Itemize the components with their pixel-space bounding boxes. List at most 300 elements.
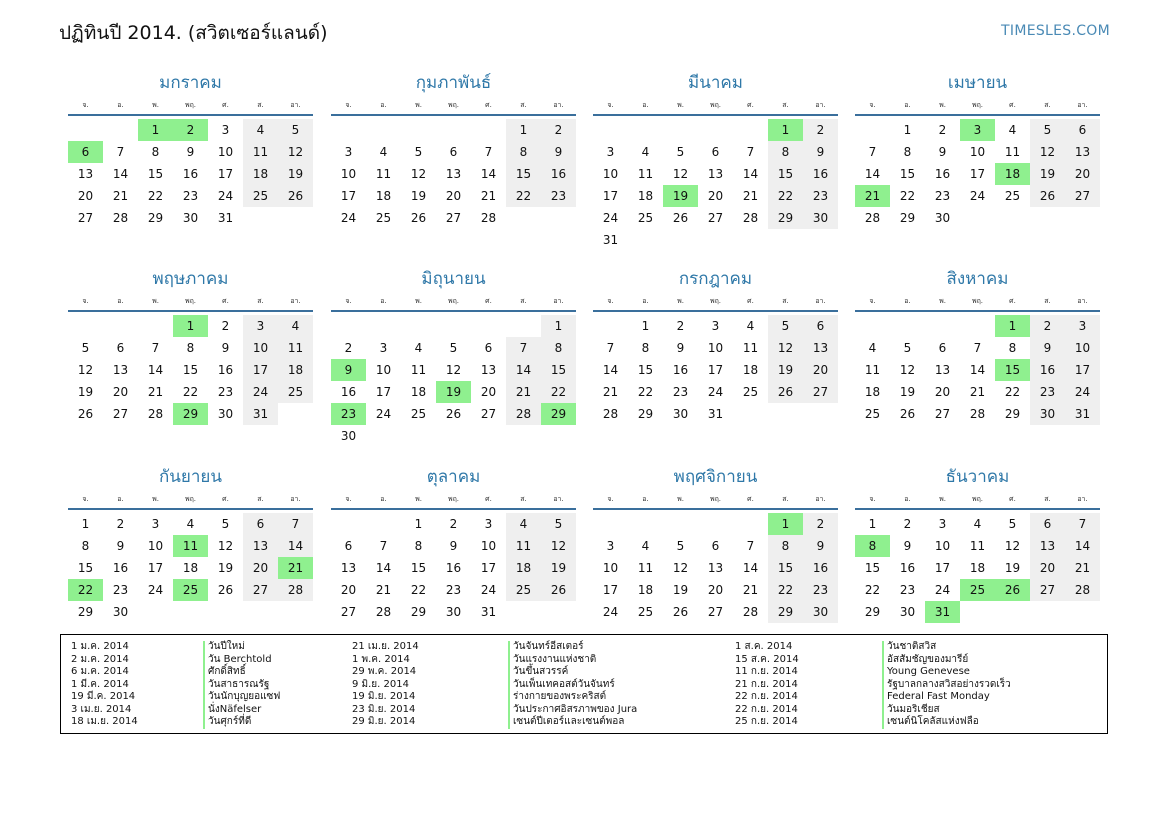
day-cell: 9 xyxy=(676,341,685,355)
day-cell: 23 xyxy=(672,385,689,399)
day-cell: 13 xyxy=(112,363,129,377)
day-cell: 9 xyxy=(221,341,230,355)
day-cell: 15 xyxy=(506,163,541,185)
weekday-header xyxy=(855,292,1100,312)
day-cell: 13 xyxy=(803,337,838,359)
empty-cell xyxy=(628,119,663,141)
day-cell: 24 xyxy=(707,385,724,399)
day-cell: 27 xyxy=(1065,185,1100,207)
day-cell: 17 xyxy=(602,583,619,597)
holiday-date: 3 เม.ย. 2014 xyxy=(71,703,132,715)
day-cell: 7 xyxy=(506,337,541,359)
weekday-label: ส. xyxy=(520,297,527,305)
day-cell: 17 xyxy=(934,561,951,575)
day-cell: 15 xyxy=(899,167,916,181)
empty-cell xyxy=(890,315,925,337)
empty-cell xyxy=(593,513,628,535)
month-2 xyxy=(331,70,576,229)
day-cell: 5 xyxy=(768,315,803,337)
holiday-date: 19 มี.ค. 2014 xyxy=(71,691,136,702)
month-name: กันยายน xyxy=(158,467,222,487)
day-cell: 9 xyxy=(186,145,195,159)
holiday-date: 22 ก.ย. 2014 xyxy=(735,703,798,715)
day-cell: 25 xyxy=(410,407,427,421)
day-cell: 9 xyxy=(449,539,458,553)
site-link[interactable]: TIMESLES.COM xyxy=(1001,23,1110,39)
day-cell: 11 xyxy=(410,363,427,377)
holiday-day-cell: 19 xyxy=(663,185,698,207)
weekday-label: อา. xyxy=(290,297,301,305)
day-cell: 2 xyxy=(221,319,230,333)
weekday-label: พ. xyxy=(677,495,684,503)
day-cell: 23 xyxy=(112,583,129,597)
weekday-label: จ. xyxy=(607,495,614,503)
day-cell: 22 xyxy=(147,189,164,203)
day-cell: 7 xyxy=(379,539,388,553)
day-grid xyxy=(331,315,576,447)
weekday-label: พฤ. xyxy=(184,495,197,503)
day-cell: 22 xyxy=(637,385,654,399)
empty-cell xyxy=(593,119,628,141)
holiday-day-cell: 6 xyxy=(68,141,103,163)
weekday-label: พฤ. xyxy=(709,297,722,305)
day-cell: 12 xyxy=(672,561,689,575)
day-cell: 12 xyxy=(445,363,462,377)
holiday-name: เซนต์นิโคลัสแห่งฟลือ xyxy=(882,716,1011,729)
day-cell: 30 xyxy=(182,211,199,225)
holiday-day-cell: 1 xyxy=(138,119,173,141)
day-cell: 19 xyxy=(899,385,916,399)
day-cell: 19 xyxy=(217,561,234,575)
day-cell: 26 xyxy=(217,583,234,597)
weekday-label: ส. xyxy=(257,495,264,503)
holiday-date: 6 ม.ค. 2014 xyxy=(71,666,129,677)
day-cell: 28 xyxy=(1065,579,1100,601)
day-cell: 26 xyxy=(278,185,313,207)
holiday-day-cell: 3 xyxy=(960,119,995,141)
day-cell: 20 xyxy=(445,189,462,203)
month-name: พฤษภาคม xyxy=(152,269,229,289)
day-cell: 28 xyxy=(864,211,881,225)
day-cell: 17 xyxy=(602,189,619,203)
weekday-label: พ. xyxy=(152,297,159,305)
weekday-label: พฤ. xyxy=(709,495,722,503)
day-cell: 26 xyxy=(672,211,689,225)
weekday-header xyxy=(68,96,313,116)
day-cell: 25 xyxy=(742,385,759,399)
day-cell: 6 xyxy=(711,145,720,159)
day-cell: 29 xyxy=(864,605,881,619)
empty-cell xyxy=(960,315,995,337)
day-cell: 14 xyxy=(1065,535,1100,557)
empty-cell xyxy=(366,513,401,535)
day-cell: 18 xyxy=(243,163,278,185)
day-cell: 11 xyxy=(278,337,313,359)
empty-cell xyxy=(593,315,628,337)
day-cell: 13 xyxy=(1030,535,1065,557)
day-cell: 4 xyxy=(414,341,423,355)
weekday-label: พ. xyxy=(415,101,422,109)
day-cell: 5 xyxy=(81,341,90,355)
day-cell: 7 xyxy=(151,341,160,355)
holiday-day-cell: 25 xyxy=(960,579,995,601)
day-cell: 2 xyxy=(1030,315,1065,337)
weekday-label: อ. xyxy=(904,101,911,109)
holiday-day-cell: 19 xyxy=(436,381,471,403)
holiday-day-cell: 15 xyxy=(995,359,1030,381)
day-cell: 16 xyxy=(803,163,838,185)
day-cell: 20 xyxy=(480,385,497,399)
day-cell: 1 xyxy=(903,123,912,137)
day-grid xyxy=(68,119,313,229)
day-cell: 29 xyxy=(637,407,654,421)
day-cell: 19 xyxy=(1004,561,1021,575)
day-cell: 26 xyxy=(445,407,462,421)
day-cell: 20 xyxy=(77,189,94,203)
weekday-header xyxy=(68,490,313,510)
day-cell: 10 xyxy=(375,363,392,377)
day-cell: 26 xyxy=(899,407,916,421)
day-grid xyxy=(331,513,576,623)
weekday-label: จ. xyxy=(82,297,89,305)
day-cell: 20 xyxy=(803,359,838,381)
weekday-label: ศ. xyxy=(485,495,492,503)
day-cell: 10 xyxy=(934,539,951,553)
weekday-header xyxy=(331,96,576,116)
day-cell: 20 xyxy=(707,583,724,597)
day-cell: 3 xyxy=(938,517,947,531)
empty-cell xyxy=(471,119,506,141)
empty-cell xyxy=(506,315,541,337)
day-cell: 15 xyxy=(541,359,576,381)
day-cell: 18 xyxy=(637,189,654,203)
holiday-date: 1 ส.ค. 2014 xyxy=(735,641,793,652)
weekday-label: พ. xyxy=(939,495,946,503)
day-cell: 2 xyxy=(903,517,912,531)
month-10 xyxy=(331,464,576,623)
day-cell: 24 xyxy=(1065,381,1100,403)
weekday-label: ส. xyxy=(257,101,264,109)
day-cell: 16 xyxy=(182,167,199,181)
day-cell: 19 xyxy=(278,163,313,185)
day-cell: 2 xyxy=(344,341,353,355)
day-cell: 4 xyxy=(641,539,650,553)
day-cell: 15 xyxy=(77,561,94,575)
day-cell: 11 xyxy=(864,363,881,377)
weekday-label: จ. xyxy=(345,495,352,503)
day-cell: 5 xyxy=(449,341,458,355)
day-cell: 10 xyxy=(340,167,357,181)
day-cell: 14 xyxy=(602,363,619,377)
day-cell: 5 xyxy=(676,145,685,159)
day-cell: 6 xyxy=(1065,119,1100,141)
day-cell: 20 xyxy=(934,385,951,399)
day-cell: 30 xyxy=(672,407,689,421)
day-cell: 17 xyxy=(707,363,724,377)
day-cell: 11 xyxy=(506,535,541,557)
empty-cell xyxy=(855,119,890,141)
month-name: กุมภาพันธ์ xyxy=(415,73,492,93)
holiday-list xyxy=(60,634,1108,734)
holiday-dates-col-2 xyxy=(352,641,419,729)
day-cell: 18 xyxy=(637,583,654,597)
holiday-name: นั่งNäfelser xyxy=(203,704,280,717)
empty-cell xyxy=(103,315,138,337)
day-cell: 28 xyxy=(147,407,164,421)
holiday-date: 29 พ.ค. 2014 xyxy=(352,666,417,677)
day-cell: 14 xyxy=(112,167,129,181)
day-cell: 16 xyxy=(112,561,129,575)
day-cell: 9 xyxy=(903,539,912,553)
day-cell: 20 xyxy=(243,557,278,579)
day-cell: 20 xyxy=(707,189,724,203)
day-cell: 3 xyxy=(711,319,720,333)
day-cell: 8 xyxy=(768,141,803,163)
weekday-header xyxy=(331,490,576,510)
holiday-day-cell: 21 xyxy=(855,185,890,207)
day-cell: 23 xyxy=(803,579,838,601)
day-cell: 8 xyxy=(541,337,576,359)
weekday-label: จ. xyxy=(82,101,89,109)
day-cell: 22 xyxy=(1004,385,1021,399)
weekday-label: พฤ. xyxy=(447,495,460,503)
day-cell: 7 xyxy=(746,539,755,553)
month-name: กรกฎาคม xyxy=(678,269,753,289)
day-cell: 19 xyxy=(77,385,94,399)
day-cell: 21 xyxy=(375,583,392,597)
holiday-date: 11 ก.ย. 2014 xyxy=(735,666,798,677)
weekday-label: อา. xyxy=(1077,101,1088,109)
day-cell: 12 xyxy=(541,535,576,557)
day-cell: 3 xyxy=(221,123,230,137)
weekday-label: พฤ. xyxy=(709,101,722,109)
weekday-label: พ. xyxy=(415,495,422,503)
day-cell: 26 xyxy=(410,211,427,225)
day-cell: 27 xyxy=(243,579,278,601)
day-cell: 28 xyxy=(375,605,392,619)
day-cell: 7 xyxy=(868,145,877,159)
day-cell: 9 xyxy=(803,535,838,557)
holiday-name: รัฐบาลกลางสวิสอย่างรวดเร็ว xyxy=(882,679,1011,692)
day-cell: 22 xyxy=(541,381,576,403)
day-cell: 31 xyxy=(602,233,619,247)
day-cell: 23 xyxy=(1030,381,1065,403)
day-cell: 20 xyxy=(112,385,129,399)
day-cell: 14 xyxy=(742,561,759,575)
month-name: เมษายน xyxy=(947,73,1008,93)
weekday-label: อ. xyxy=(380,101,387,109)
day-cell: 16 xyxy=(672,363,689,377)
day-cell: 23 xyxy=(217,385,234,399)
day-cell: 31 xyxy=(707,407,724,421)
month-name: มีนาคม xyxy=(688,73,743,93)
day-cell: 27 xyxy=(480,407,497,421)
day-cell: 31 xyxy=(480,605,497,619)
day-cell: 27 xyxy=(707,211,724,225)
month-4 xyxy=(855,70,1100,229)
holiday-name: ร่างกายของพระคริสต์ xyxy=(508,691,637,704)
day-cell: 13 xyxy=(480,363,497,377)
day-cell: 16 xyxy=(1030,359,1065,381)
holiday-names-col-2 xyxy=(508,641,637,729)
day-cell: 30 xyxy=(112,605,129,619)
holiday-date: 19 มิ.ย. 2014 xyxy=(352,691,416,702)
holiday-name: อัสสัมชัญของมารีย์ xyxy=(882,654,1011,667)
day-grid xyxy=(855,315,1100,425)
day-cell: 27 xyxy=(112,407,129,421)
day-cell: 21 xyxy=(480,189,497,203)
day-cell: 4 xyxy=(379,145,388,159)
day-cell: 6 xyxy=(449,145,458,159)
day-cell: 5 xyxy=(1030,119,1065,141)
day-cell: 21 xyxy=(742,583,759,597)
day-cell: 1 xyxy=(541,315,576,337)
day-cell: 25 xyxy=(506,579,541,601)
holiday-date: 18 เม.ย. 2014 xyxy=(71,716,138,727)
day-cell: 14 xyxy=(147,363,164,377)
day-cell: 12 xyxy=(278,141,313,163)
holiday-date: 21 ก.ย. 2014 xyxy=(735,678,798,690)
day-cell: 5 xyxy=(903,341,912,355)
weekday-header xyxy=(331,292,576,312)
holiday-name: วันประกาศอิสรภาพของ Jura xyxy=(508,704,637,717)
day-cell: 22 xyxy=(182,385,199,399)
holiday-date: 25 ก.ย. 2014 xyxy=(735,716,798,727)
day-cell: 11 xyxy=(637,167,654,181)
day-cell: 24 xyxy=(147,583,164,597)
day-cell: 18 xyxy=(410,385,427,399)
empty-cell xyxy=(663,119,698,141)
month-name: มิถุนายน xyxy=(421,269,486,289)
empty-cell xyxy=(401,119,436,141)
day-cell: 2 xyxy=(803,513,838,535)
weekday-label: อ. xyxy=(642,297,649,305)
weekday-label: ส. xyxy=(1044,297,1051,305)
weekday-label: ส. xyxy=(782,297,789,305)
weekday-label: อา. xyxy=(553,495,564,503)
day-cell: 7 xyxy=(1065,513,1100,535)
day-cell: 14 xyxy=(742,167,759,181)
day-cell: 28 xyxy=(480,211,497,225)
day-cell: 15 xyxy=(864,561,881,575)
weekday-label: ส. xyxy=(520,101,527,109)
day-cell: 11 xyxy=(375,167,392,181)
weekday-header xyxy=(855,96,1100,116)
holiday-name: วันเพ็นเทคอสต์วันจันทร์ xyxy=(508,679,637,692)
month-name: ธันวาคม xyxy=(945,467,1010,487)
day-cell: 5 xyxy=(221,517,230,531)
day-cell: 12 xyxy=(672,167,689,181)
weekday-header xyxy=(68,292,313,312)
day-cell: 8 xyxy=(81,539,90,553)
weekday-label: พ. xyxy=(415,297,422,305)
empty-cell xyxy=(855,315,890,337)
day-cell: 1 xyxy=(414,517,423,531)
day-cell: 29 xyxy=(77,605,94,619)
day-cell: 14 xyxy=(375,561,392,575)
weekday-label: ศ. xyxy=(1009,101,1016,109)
day-cell: 4 xyxy=(186,517,195,531)
holiday-day-cell: 8 xyxy=(855,535,890,557)
weekday-label: ศ. xyxy=(222,297,229,305)
day-cell: 6 xyxy=(116,341,125,355)
day-cell: 19 xyxy=(768,359,803,381)
day-grid xyxy=(593,513,838,623)
month-name: ตุลาคม xyxy=(426,467,481,487)
weekday-label: ส. xyxy=(782,495,789,503)
day-cell: 23 xyxy=(182,189,199,203)
day-cell: 17 xyxy=(217,167,234,181)
day-cell: 16 xyxy=(541,163,576,185)
empty-cell xyxy=(68,315,103,337)
month-name: พฤศจิกายน xyxy=(673,467,758,487)
holiday-name: วันปีใหม่ xyxy=(203,641,280,654)
day-cell: 3 xyxy=(379,341,388,355)
day-cell: 1 xyxy=(641,319,650,333)
day-cell: 13 xyxy=(707,561,724,575)
holiday-name: วันแรงงานแห่งชาติ xyxy=(508,654,637,667)
holiday-name: ศักดิ์สิทธิ์ xyxy=(203,666,280,679)
day-cell: 8 xyxy=(186,341,195,355)
day-cell: 24 xyxy=(340,211,357,225)
day-cell: 18 xyxy=(182,561,199,575)
weekday-label: อา. xyxy=(1077,495,1088,503)
weekday-label: อ. xyxy=(117,495,124,503)
day-cell: 31 xyxy=(217,211,234,225)
day-cell: 4 xyxy=(506,513,541,535)
empty-cell xyxy=(663,513,698,535)
day-cell: 22 xyxy=(410,583,427,597)
weekday-label: ศ. xyxy=(747,297,754,305)
day-cell: 6 xyxy=(243,513,278,535)
holiday-name: เซนต์ปีเตอร์และเซนต์พอล xyxy=(508,716,637,729)
weekday-label: ส. xyxy=(1044,101,1051,109)
day-cell: 4 xyxy=(746,319,755,333)
day-cell: 4 xyxy=(868,341,877,355)
weekday-label: พฤ. xyxy=(971,297,984,305)
holiday-date: 21 เม.ย. 2014 xyxy=(352,641,419,652)
day-cell: 3 xyxy=(484,517,493,531)
holiday-day-cell: 1 xyxy=(173,315,208,337)
holiday-day-cell: 29 xyxy=(173,403,208,425)
day-cell: 20 xyxy=(340,583,357,597)
day-cell: 24 xyxy=(934,583,951,597)
day-cell: 22 xyxy=(506,185,541,207)
day-cell: 23 xyxy=(803,185,838,207)
day-cell: 20 xyxy=(1065,163,1100,185)
holiday-date: 15 ส.ค. 2014 xyxy=(735,653,799,665)
holiday-date: 1 พ.ค. 2014 xyxy=(352,653,410,665)
weekday-label: พฤ. xyxy=(447,101,460,109)
holiday-name: วันจันทร์อีสเตอร์ xyxy=(508,641,637,654)
day-cell: 12 xyxy=(768,337,803,359)
day-cell: 10 xyxy=(602,561,619,575)
day-cell: 30 xyxy=(934,211,951,225)
weekday-label: พฤ. xyxy=(184,297,197,305)
day-cell: 2 xyxy=(541,119,576,141)
day-cell: 26 xyxy=(77,407,94,421)
day-cell: 27 xyxy=(1030,579,1065,601)
empty-cell xyxy=(366,315,401,337)
weekday-label: จ. xyxy=(345,101,352,109)
holiday-day-cell: 1 xyxy=(995,315,1030,337)
day-cell: 3 xyxy=(243,315,278,337)
holiday-day-cell: 25 xyxy=(173,579,208,601)
day-cell: 6 xyxy=(711,539,720,553)
day-grid xyxy=(855,119,1100,229)
weekday-label: อา. xyxy=(290,495,301,503)
day-cell: 15 xyxy=(768,163,803,185)
